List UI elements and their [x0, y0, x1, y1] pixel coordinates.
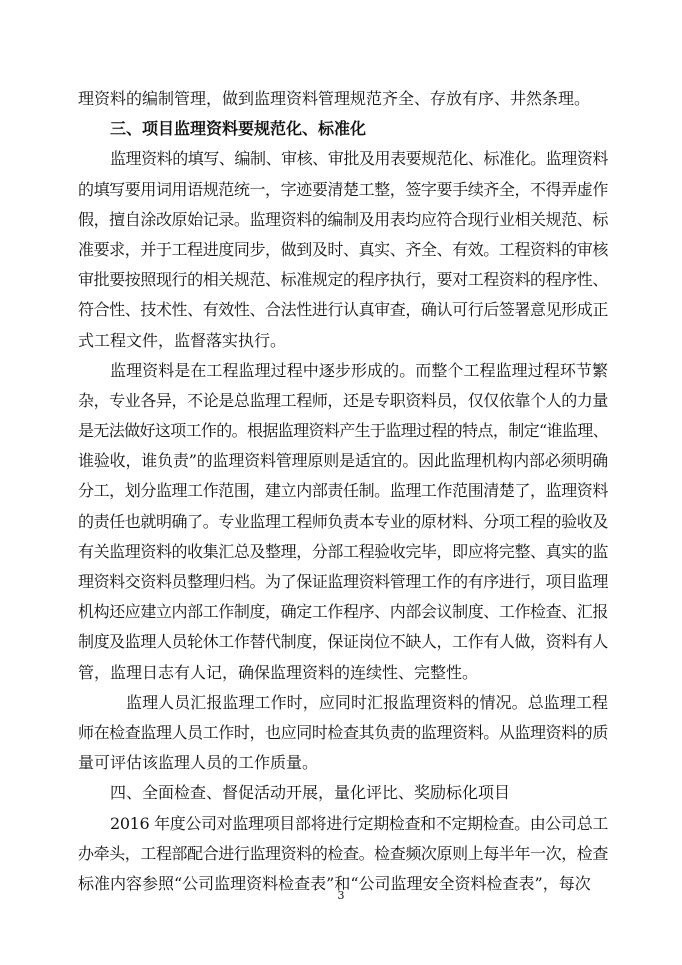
section-heading: 三、项目监理资料要规范化、标准化 [110, 119, 367, 139]
text-line: 的责任也就明确了。专业监理工程师负责本专业的原材料、分项工程的验收及 [78, 511, 608, 531]
text-line: 制度及监理人员轮休工作替代制度，保证岗位不缺人，工作有人做，资料有人 [78, 632, 608, 652]
text-line: 办牵头，工程部配合进行监理资料的检查。检查频次原则上每半年一次，检查 [78, 843, 608, 863]
text-line: 量可评估该监理人员的工作质量。 [78, 753, 319, 773]
text-line: 监理资料的填写、编制、审核、审批及用表要规范化、标准化。监理资料 [110, 149, 608, 169]
text-line: 是无法做好这项工作的。根据监理资料产生于监理过程的特点，制定“谁监理、 [78, 421, 608, 441]
text-line: 监理人员汇报监理工作时，应同时汇报监理资料的情况。总监理工程 [126, 692, 608, 712]
text-line: 有关监理资料的收集汇总及整理，分部工程验收完毕，即应将完整、真实的监 [78, 541, 608, 561]
text-line: 管，监理日志有人记，确保监理资料的连续性、完整性。 [78, 662, 479, 682]
text-line: 2016 年度公司对监理项目部将进行定期检查和不定期检查。由公司总工 [110, 813, 608, 833]
text-line: 谁验收，谁负责”的监理资料管理原则是适宜的。因此监理机构内部必须明确 [78, 451, 608, 471]
text-line: 师在检查监理人员工作时，也应同时检查其负责的监理资料。从监理资料的质 [78, 722, 608, 742]
text-line: 式工程文件，监督落实执行。 [78, 330, 287, 350]
text-line: 准要求，并于工程进度同步，做到及时、真实、齐全、有效。工程资料的审核 [78, 239, 608, 259]
text-line: 假，擅自涂改原始记录。监理资料的编制及用表均应符合现行业相关规范、标 [78, 209, 608, 229]
text-line: 理资料交资料员整理归档。为了保证监理资料管理工作的有序进行，项目监理 [78, 572, 608, 591]
page-number: 3 [337, 889, 345, 902]
text-line: 杂，专业各异，不论是总监理工程师，还是专职资料员，仅仅依靠个人的力量 [78, 390, 608, 410]
text-line: 理资料的编制管理，做到监理资料管理规范齐全、存放有序、井然条理。 [78, 89, 591, 108]
text-line: 监理资料是在工程监理过程中逐步形成的。而整个工程监理过程环节繁 [110, 360, 608, 380]
text-line: 标准内容参照“公司监理资料检查表”和“公司监理安全资料检查表”，每次 [78, 873, 591, 893]
text-line: 机构还应建立内部工作制度，确定工作程序、内部会议制度、工作检查、汇报 [78, 602, 608, 622]
text-line: 的填写要用词用语规范统一，字迹要清楚工整，签字要手续齐全，不得弄虚作 [78, 179, 608, 199]
text-line: 符合性、技术性、有效性、合法性进行认真审查，确认可行后签署意见形成正 [78, 300, 608, 320]
document-body [78, 84, 608, 899]
text-line: 分工，划分监理工作范围，建立内部责任制。监理工作范围清楚了，监理资料 [78, 481, 608, 501]
text-line: 审批要按照现行的相关规范、标准规定的程序执行，要对工程资料的程序性、 [78, 270, 608, 290]
text-line: 四、全面检查、督促活动开展，量化评比、奖励标化项目 [110, 783, 511, 803]
